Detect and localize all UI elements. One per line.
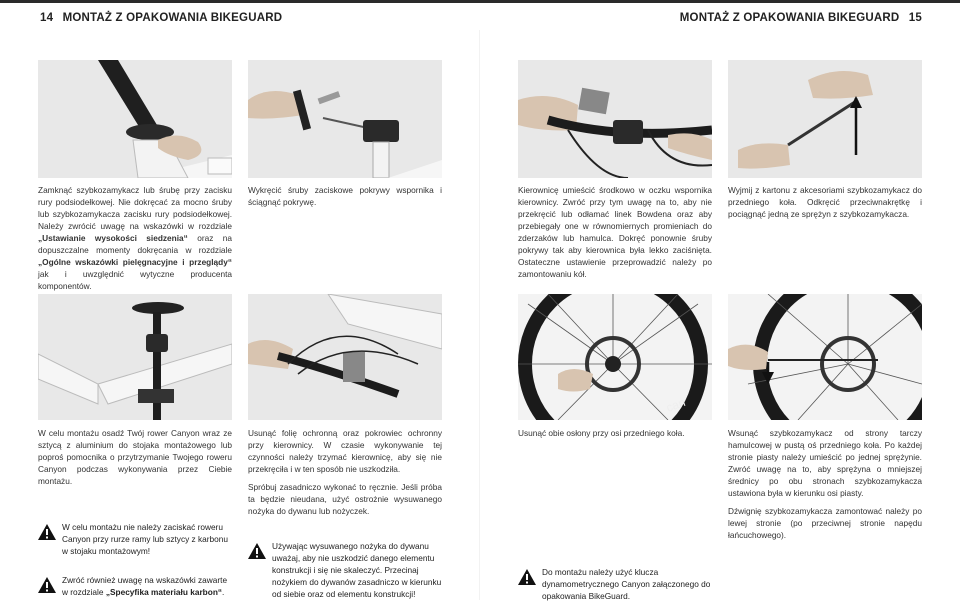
left-page-header xyxy=(40,12,282,24)
step-6-body-a: Usunąć folię ochronną oraz pokrowiec ochronny przy kierownicy. W czasie wykonywanie tej czynności należy trzymać kierownicę, aby się nie przekręciła i w ten sposób nie uszkodziła. xyxy=(248,428,442,474)
step-4-text xyxy=(728,184,922,220)
step-5-text xyxy=(38,427,232,487)
warning-carbon-specifics-text xyxy=(38,574,232,598)
photo-seatpost-clamp xyxy=(38,60,232,178)
step-1-ref-seat-height: „Ustawianie wysokości siedzenia“ xyxy=(38,233,188,243)
photo-stem-cap xyxy=(248,60,442,178)
warning-2-post: . xyxy=(222,587,225,597)
step-7-text xyxy=(518,427,712,439)
page-gutter xyxy=(479,30,480,600)
photo-bike-stand xyxy=(38,294,232,420)
photo-handlebar-install xyxy=(518,60,712,178)
warning-torque-wrench-text: Do montażu należy użyć klucza dynamometrycznego Canyon załączonego do opakowania BikeGuard. xyxy=(542,567,711,601)
warning-triangle-icon xyxy=(248,543,266,559)
warning-carpet-knife xyxy=(248,540,442,600)
wheel-rim-logo: can xyxy=(664,395,688,415)
step-8-body-a: Wsunąć szybkozamykacz od strony tarczy hamulcowej w pustą oś przedniego koła. Po każdej stronie piasty należy umieścić po jednej sprężynie. Zwróć uwagę na to, aby sprężyna o mniejszej średnicy po obu stronach szybkozamykacza ustawiona była w kierunku osi piasty. xyxy=(728,428,922,498)
step-1-part-c: jak i uwzględnić wytyczne producenta komponentów. xyxy=(38,269,232,291)
step-8-body-b: Dźwignię szybkozamykacza zamontować należy po lewej stronie (po przeciwnej stronie napędu łańcuchowego). xyxy=(728,506,922,540)
warning-2-pre: Zwróć również uwagę na wskazówki zawarte w rozdziale xyxy=(62,575,228,597)
step-6-body-b: Spróbuj zasadniczo wykonać to ręcznie. Jeśli próba ta będzie nieudana, użyć ostrożnie wysuwanego nożyka do dywanu lub nożyczek. xyxy=(248,482,442,516)
right-page-header xyxy=(680,12,922,24)
warning-2-ref: „Specyfika materiału karbon“ xyxy=(105,587,223,597)
warning-carbon-clamp xyxy=(38,521,232,557)
step-3-text xyxy=(518,184,712,280)
step-3-body: Kierownicę umieścić środkowo w oczku wspornika kierownicy. Zwróć przy tym uwagę na to, aby nie przekręcić lub odłamać linek Bowdena oraz aby przebiegały one w równomiernych promieniach do zderzaków lub hamulca. Dokręć ponownie śruby pokrywy tak aby kierownica była lekko zaciśnięta. Ostateczne ustawienie przeprowadzić należy po zamontowaniu kół. xyxy=(518,185,712,279)
step-1-part-a: Zamknąć szybkozamykacz lub śrubę przy zacisku rury podsiodełkowej. Nie dokręcać za mocno śruby lub szybkozamykacza zacisku rury podsiodełkowej. Należy zwrócić uwagę na wskazówki w rozdziale xyxy=(38,185,232,231)
warning-torque-wrench xyxy=(518,566,712,602)
photo-front-wheel-covers xyxy=(518,294,712,420)
photo-quick-release-spring xyxy=(728,60,922,178)
step-5-body: W celu montażu osadź Twój rower Canyon wraz ze sztycą z aluminium do stojaka montażowego lub poproś pomocnika o przytrzymanie Twojego roweru Canyon podczas wykonywania przez Ciebie montażu. xyxy=(38,428,232,486)
warning-triangle-icon xyxy=(518,569,536,585)
right-page-number: 15 xyxy=(908,12,922,24)
left-page-title: MONTAŻ Z OPAKOWANIA BIKEGUARD xyxy=(62,12,283,24)
photo-insert-quick-release xyxy=(728,294,922,420)
warning-carbon-specifics xyxy=(38,574,232,598)
warning-triangle-icon xyxy=(38,524,56,540)
step-4-body: Wyjmij z kartonu z akcesoriami szybkozamykacz do przedniego koła. Odkręcić przeciwnakrętkę i pociągnąć jedną ze sprężyn z szybkozamykacza. xyxy=(728,185,922,219)
step-6-text xyxy=(248,427,442,523)
warning-carbon-clamp-text: W celu montażu nie należy zaciskać roweru Canyon przy rurze ramy lub sztycy z karbonu w stojaku montażowym! xyxy=(62,522,228,556)
right-page-title: MONTAŻ Z OPAKOWANIA BIKEGUARD xyxy=(679,12,900,24)
top-rule xyxy=(0,0,960,3)
step-7-body: Usunąć obie osłony przy osi przedniego koła. xyxy=(518,428,685,438)
step-1-part-b: oraz na dopuszczalne momenty dokręcania w rozdziale xyxy=(38,233,232,255)
step-1-ref-maintenance: „Ogólne wskazówki pielęgnacyjne i przeglądy“ xyxy=(38,257,232,267)
warning-triangle-icon xyxy=(38,577,56,593)
step-2-body: Wykręcić śruby zaciskowe pokrywy wspornika i ściągnąć pokrywę. xyxy=(248,185,442,207)
step-8-text xyxy=(728,427,922,547)
step-2-text xyxy=(248,184,442,208)
left-page-number: 14 xyxy=(40,12,54,24)
step-1-text xyxy=(38,184,232,292)
photo-remove-foil xyxy=(248,294,442,420)
warning-carpet-knife-text: Używając wysuwanego nożyka do dywanu uważaj, aby nie uszkodzić danego elementu konstrukcji i się nie skaleczyć. Przecinaj nożykiem do dywanów zasadniczo w kierunku od siebie oraz od elementu konstrukcji! xyxy=(272,541,442,599)
